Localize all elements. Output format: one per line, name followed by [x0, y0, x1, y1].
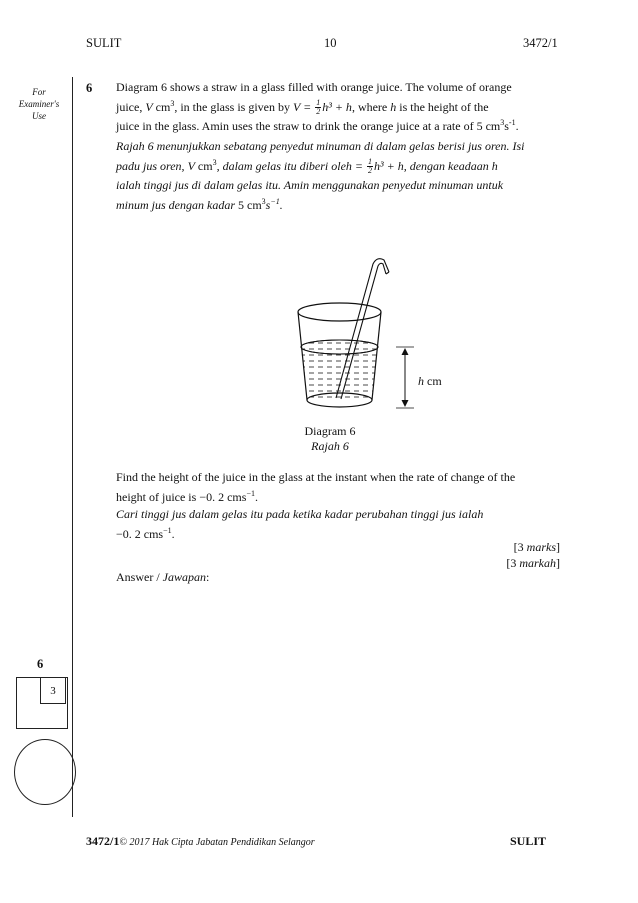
question-ms-line-4: minum jus dengan kadar 5 $cm^3s^{-1}$.: [116, 196, 283, 212]
page-number: 10: [324, 36, 337, 50]
height-arrow: [396, 347, 414, 408]
footer-left: 3472/1© 2017 Hak Cipta Jabatan Pendidikan Selangor: [86, 834, 315, 848]
question-ms-line-2: padu jus oren, V $cm^3$, dalam gelas itu diberi oleh = $\frac{1}{2}$ h³ + h, dengan keadaan h: [116, 157, 498, 176]
diagram-caption-english: Diagram 6: [304, 424, 356, 438]
footer-sulit: SULIT: [510, 834, 547, 848]
task-ms-line-2: −0. 2 cms$^{-1}$.: [116, 525, 175, 541]
task-ms-line-1: Cari tinggi jus dalam gelas itu pada ketika kadar perubahan tinggi jus ialah: [116, 507, 484, 521]
glass-diagram: [290, 250, 470, 420]
marks-malay: [3 markah]: [506, 556, 560, 570]
volume-formula-malay: = $\frac{1}{2}$ h³ + h: [354, 157, 404, 176]
question-ms-line-1: Rajah 6 menunjukkan sebatang penyedut minuman di dalam gelas berisi jus oren. Isi: [116, 139, 525, 153]
margin-line: [72, 77, 73, 817]
examiner-use-note: For Examiner's Use: [18, 87, 60, 121]
max-marks-box: 3: [40, 677, 66, 704]
paper-code: 3472/1: [523, 36, 558, 50]
examiner-question-number: 6: [37, 657, 44, 671]
task-text-malay: [116, 505, 560, 544]
task-en-line-1: Find the height of the juice in the glass at the instant when the rate of change of the: [116, 470, 516, 484]
height-label: h cm: [418, 374, 442, 388]
marks-english: [3 marks]: [513, 540, 560, 554]
header-sulit: SULIT: [86, 36, 122, 50]
question-en-line-3: juice in the glass. Amin uses the straw to drink the orange juice at a rate of 5 $cm^3s^{-1}$.: [116, 118, 519, 133]
question-en-line-1: Diagram 6 shows a straw in a glass filled with orange juice. The volume of orange: [116, 80, 512, 94]
task-text-english: [116, 468, 560, 507]
task-en-line-2: height of juice is −0. 2 cms$^{-1}$.: [116, 488, 258, 504]
volume-formula: V = $\frac{1}{2}$ h³ + h: [293, 98, 352, 117]
question-ms-line-3: ialah tinggi jus di dalam gelas itu. Amin menggunakan penyedut minuman untuk: [116, 178, 504, 192]
juice: [301, 340, 378, 400]
diagram-caption-malay: Rajah 6: [311, 439, 349, 453]
question-number: 6: [86, 81, 93, 95]
answer-label: Answer / Jawapan:: [116, 570, 210, 584]
question-en-line-2: juice, V $cm^3$, in the glass is given by V = $\frac{1}{2}$ h³ + h, where h is the height of the: [116, 98, 489, 117]
question-text-malay: [116, 137, 560, 215]
examiner-score-circle[interactable]: [14, 739, 76, 805]
question-text-english: [116, 78, 560, 137]
